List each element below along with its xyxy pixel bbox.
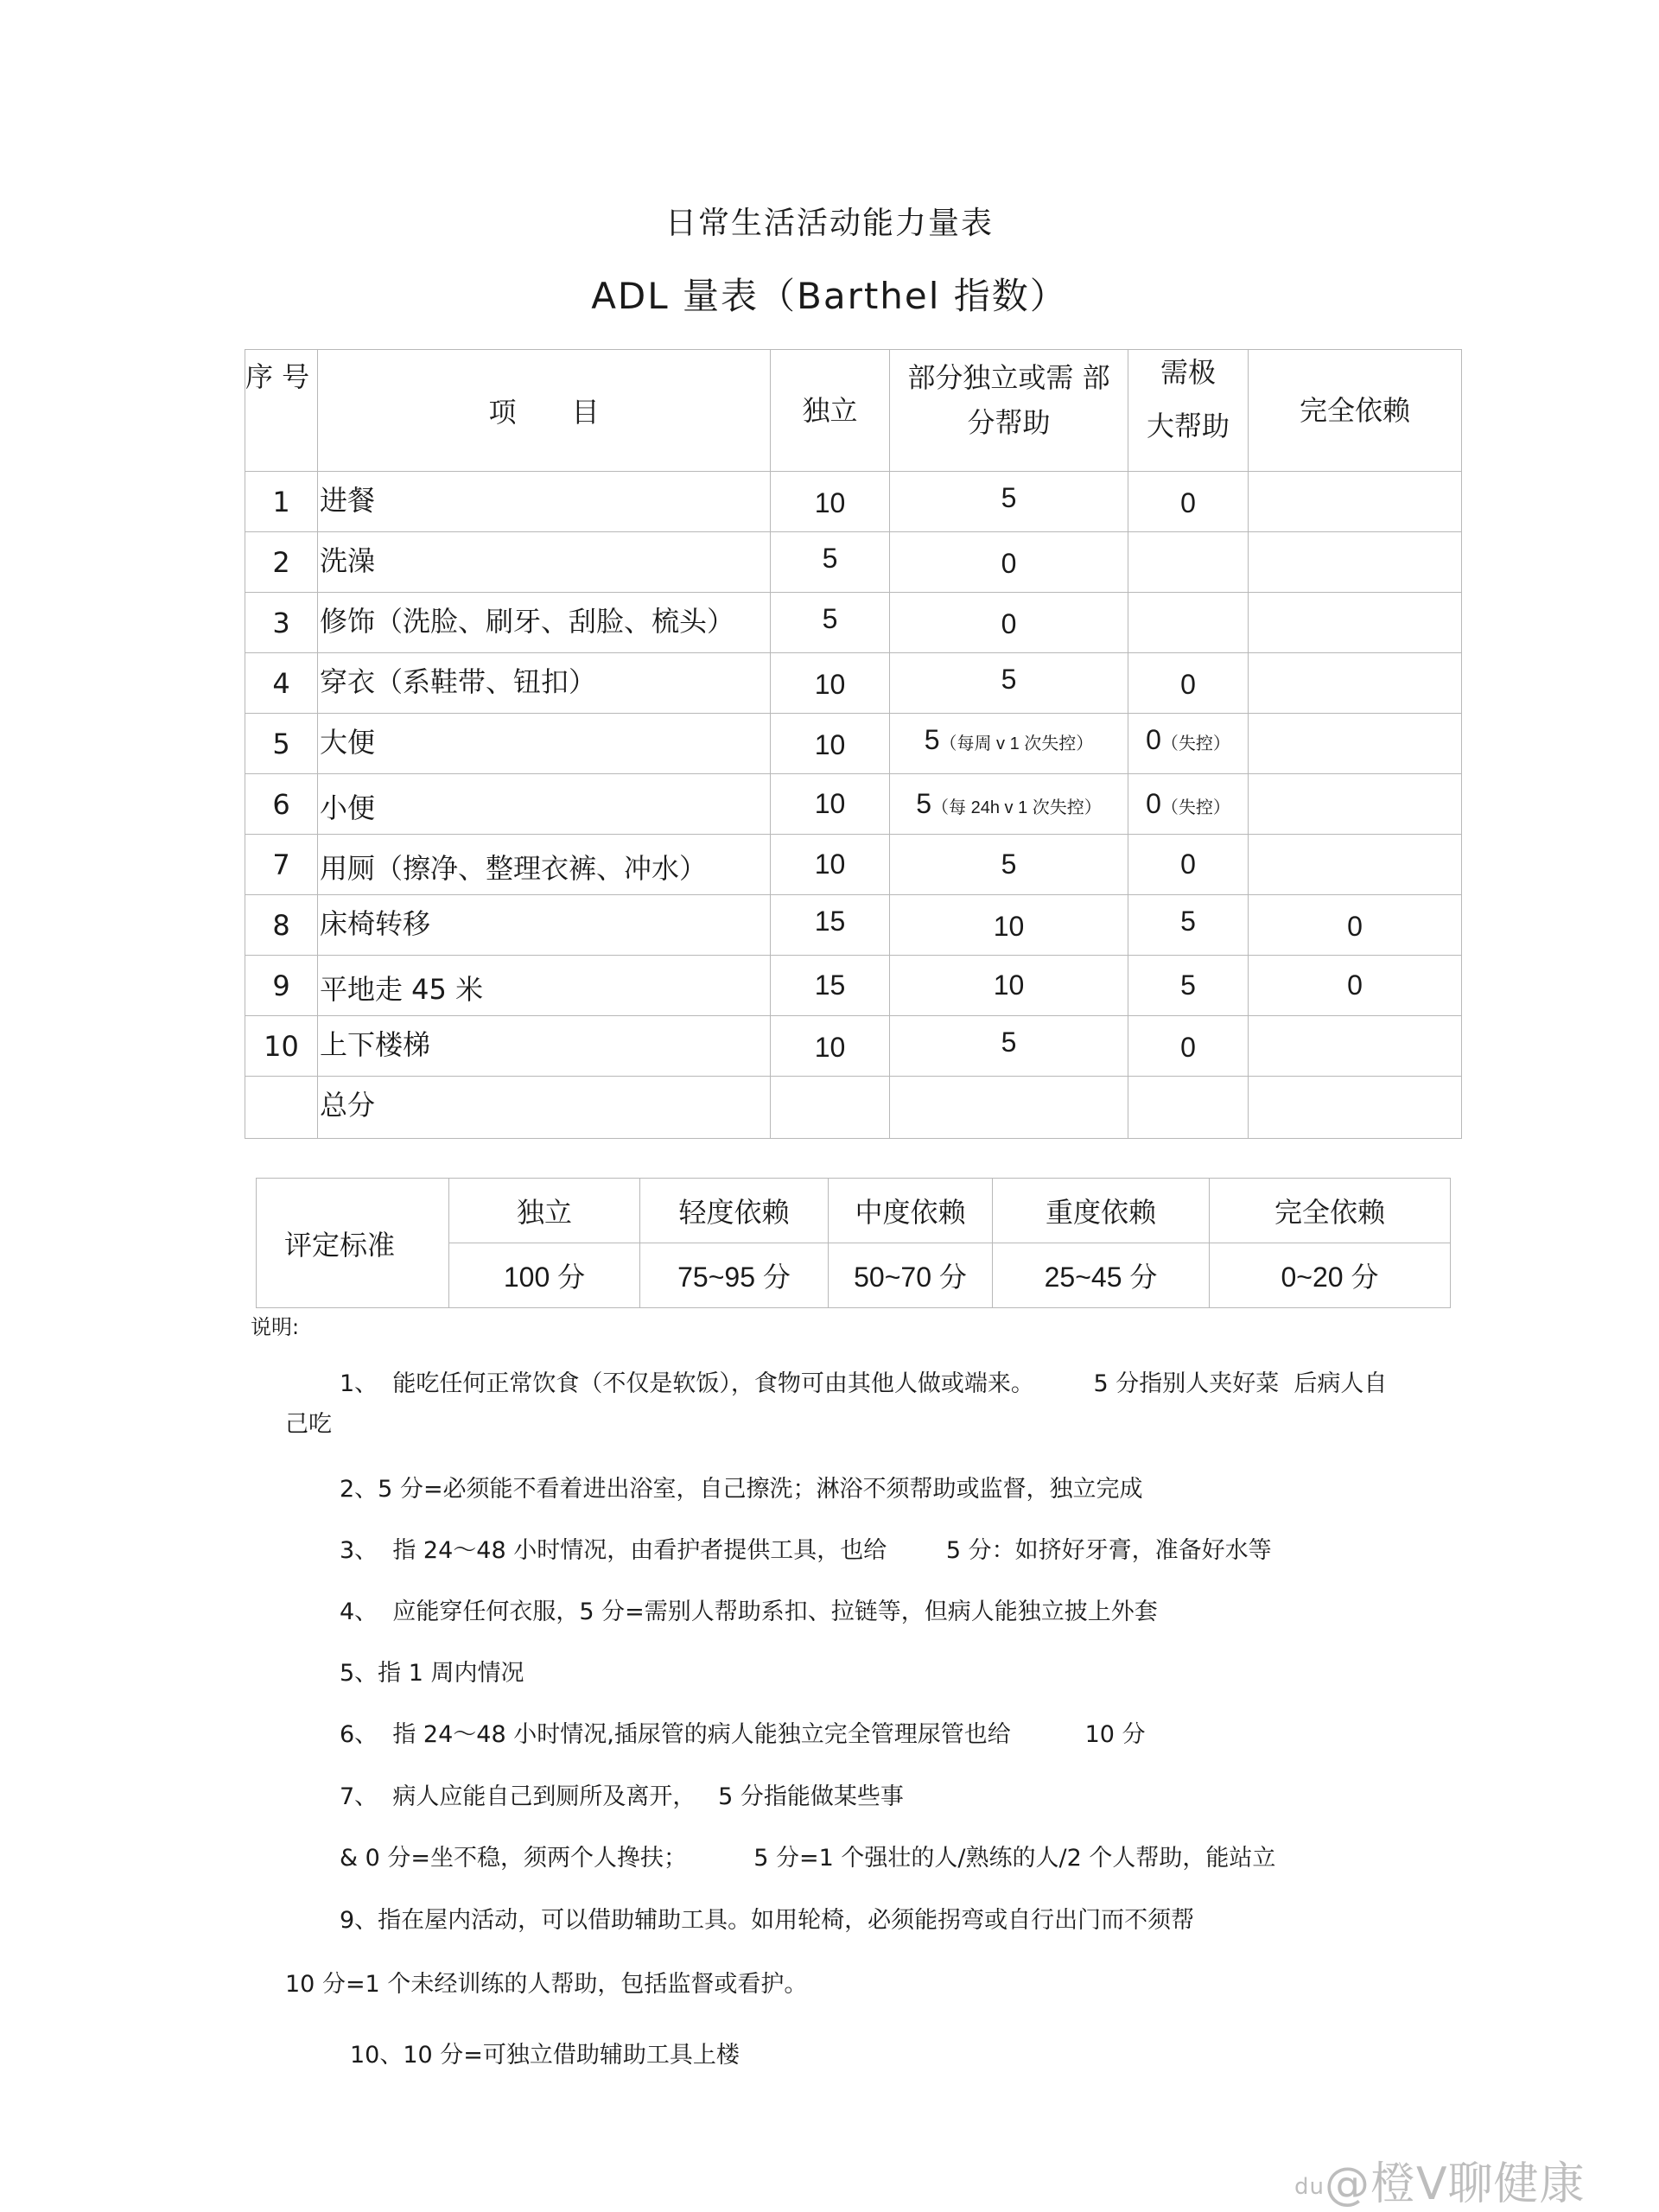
watermark: [1294, 2147, 1586, 2212]
row-partial: [890, 774, 1128, 835]
row-item: 平地走 45 米: [318, 956, 771, 1016]
note-line: 7、 病人应能自己到厕所及离开， 5 分指能做某些事: [340, 1783, 904, 1810]
row-partial: 10: [890, 895, 1128, 956]
row-no: 9: [245, 956, 318, 1016]
table-row: [245, 956, 1462, 1016]
criteria-level-range: 25~45 分: [993, 1243, 1210, 1308]
total-no: [245, 1077, 318, 1139]
row-partial: 5: [890, 472, 1128, 532]
row-dependent: [1249, 774, 1462, 835]
row-independent: 5: [771, 532, 890, 593]
row-item: 小便: [318, 774, 771, 835]
row-partial: 5: [890, 653, 1128, 714]
row-independent: 15: [771, 895, 890, 956]
adl-table: [245, 349, 1462, 1139]
row-dependent: [1249, 593, 1462, 653]
row-dependent: [1249, 472, 1462, 532]
row-major: 0: [1128, 835, 1249, 895]
total-major: [1128, 1077, 1249, 1139]
note-line: 2、5 分=必须能不看着进出浴室，自己擦洗；淋浴不须帮助或监督，独立完成: [340, 1476, 1143, 1503]
row-major: 0: [1128, 472, 1249, 532]
criteria-level-range: 50~70 分: [829, 1243, 993, 1308]
table-row: [245, 532, 1462, 593]
row-independent: 5: [771, 593, 890, 653]
row-major-note: （失控）: [1160, 798, 1230, 817]
total-partial: [890, 1077, 1128, 1139]
total-label: 总分: [318, 1077, 771, 1139]
row-dependent: [1249, 835, 1462, 895]
row-independent: 10: [771, 1016, 890, 1077]
header-dependent: 完全依赖: [1249, 350, 1462, 472]
row-major: [1128, 774, 1249, 835]
table-row: [245, 895, 1462, 956]
row-dependent: 0: [1249, 895, 1462, 956]
row-item: 上下楼梯: [318, 1016, 771, 1077]
table-row: [245, 714, 1462, 774]
note-line: 3、 指 24～48 小时情况，由看护者提供工具，也给 5 分：如挤好牙膏，准备好水等: [340, 1537, 1272, 1564]
row-major: 0: [1128, 653, 1249, 714]
row-no: 5: [245, 714, 318, 774]
row-major: [1128, 714, 1249, 774]
row-major-value: 0: [1146, 788, 1161, 819]
criteria-level-name: 轻度依赖: [640, 1179, 829, 1243]
row-no: 8: [245, 895, 318, 956]
row-major: [1128, 532, 1249, 593]
row-independent: 15: [771, 956, 890, 1016]
criteria-table: [256, 1178, 1451, 1308]
row-partial: 10: [890, 956, 1128, 1016]
row-independent: 10: [771, 653, 890, 714]
header-major-line1: 需极: [1160, 356, 1216, 389]
row-no: 3: [245, 593, 318, 653]
table-row: [245, 1016, 1462, 1077]
header-partial-line2: 分帮助: [967, 406, 1051, 439]
row-item: 穿衣（系鞋带、钮扣）: [318, 653, 771, 714]
note-line: 4、 应能穿任何衣服，5 分=需别人帮助系扣、拉链等，但病人能独立披上外套: [340, 1599, 1158, 1625]
page-subtitle: ADL 量表（Barthel 指数）: [591, 275, 1068, 317]
note-line: 1、 能吃任何正常饮食（不仅是软饭），食物可由其他人做或端来。 5 分指别人夹好菜 后病人自: [340, 1370, 1388, 1397]
row-no: 4: [245, 653, 318, 714]
row-dependent: [1249, 653, 1462, 714]
criteria-level-name: 重度依赖: [993, 1179, 1210, 1243]
row-partial-value: 5: [924, 724, 940, 755]
note-line: 10 分=1 个未经训练的人帮助，包括监督或看护。: [285, 1971, 808, 1998]
row-partial: 5: [890, 835, 1128, 895]
notes-title: 说明:: [251, 1315, 300, 1339]
total-dependent: [1249, 1077, 1462, 1139]
note-line: & 0 分=坐不稳，须两个人搀扶； 5 分=1 个强壮的人/熟练的人/2 个人帮助，能站立: [340, 1845, 1276, 1872]
note-line: 5、指 1 周内情况: [340, 1660, 524, 1687]
row-item: 修饰（洗脸、刷牙、刮脸、梳头）: [318, 593, 771, 653]
row-major: 5: [1128, 956, 1249, 1016]
row-independent: 10: [771, 472, 890, 532]
row-item: 床椅转移: [318, 895, 771, 956]
header-partial-line1: 部分独立或需 部: [907, 361, 1110, 394]
criteria-name-row: [257, 1179, 1451, 1243]
header-item: 项 目: [318, 350, 771, 472]
row-partial: 5: [890, 1016, 1128, 1077]
row-independent: 10: [771, 714, 890, 774]
row-dependent: [1249, 1016, 1462, 1077]
row-partial: 0: [890, 593, 1128, 653]
header-partial: [890, 350, 1128, 472]
criteria-label: 评定标准: [257, 1179, 449, 1308]
adl-header-row: [245, 350, 1462, 472]
watermark-logo-icon: du: [1294, 2174, 1325, 2200]
total-independent: [771, 1077, 890, 1139]
page-title: 日常生活活动能力量表: [664, 206, 994, 241]
total-row: [245, 1077, 1462, 1139]
criteria-level-range: 0~20 分: [1210, 1243, 1451, 1308]
criteria-level-range: 100 分: [449, 1243, 640, 1308]
row-no: 1: [245, 472, 318, 532]
table-row: [245, 593, 1462, 653]
header-major: [1128, 350, 1249, 472]
row-major: [1128, 593, 1249, 653]
row-partial: 0: [890, 532, 1128, 593]
row-no: 6: [245, 774, 318, 835]
row-partial-note: （每周 v 1 次失控）: [939, 734, 1094, 753]
row-dependent: [1249, 714, 1462, 774]
note-line: 6、 指 24～48 小时情况,插尿管的病人能独立完全管理尿管也给 10 分: [340, 1721, 1146, 1748]
row-major: 5: [1128, 895, 1249, 956]
header-independent: 独立: [771, 350, 890, 472]
row-no: 7: [245, 835, 318, 895]
row-dependent: [1249, 532, 1462, 593]
header-no: 序 号: [245, 350, 318, 472]
criteria-level-range: 75~95 分: [640, 1243, 829, 1308]
row-item: 用厕（擦净、整理衣裤、冲水）: [318, 835, 771, 895]
row-item: 洗澡: [318, 532, 771, 593]
row-partial-value: 5: [916, 788, 932, 819]
criteria-level-name: 独立: [449, 1179, 640, 1243]
header-major-line2: 大帮助: [1146, 410, 1230, 442]
row-no: 10: [245, 1016, 318, 1077]
row-no: 2: [245, 532, 318, 593]
table-row: [245, 774, 1462, 835]
row-dependent: 0: [1249, 956, 1462, 1016]
criteria-level-name: 中度依赖: [829, 1179, 993, 1243]
row-partial: [890, 714, 1128, 774]
row-independent: 10: [771, 774, 890, 835]
criteria-level-name: 完全依赖: [1210, 1179, 1451, 1243]
row-item: 大便: [318, 714, 771, 774]
row-item: 进餐: [318, 472, 771, 532]
watermark-text: @橙V聊健康: [1324, 2158, 1586, 2210]
table-row: [245, 472, 1462, 532]
row-major-value: 0: [1146, 724, 1161, 755]
row-partial-note: （每 24h v 1 次失控）: [931, 798, 1102, 817]
table-row: [245, 835, 1462, 895]
row-independent: 10: [771, 835, 890, 895]
row-major-note: （失控）: [1160, 734, 1230, 753]
table-row: [245, 653, 1462, 714]
note-line: 9、指在屋内活动，可以借助辅助工具。如用轮椅，必须能拐弯或自行出门而不须帮: [340, 1907, 1195, 1934]
row-major: 0: [1128, 1016, 1249, 1077]
note-line: 10、10 分=可独立借助辅助工具上楼: [350, 2042, 740, 2069]
note-line: 己吃: [285, 1411, 332, 1438]
